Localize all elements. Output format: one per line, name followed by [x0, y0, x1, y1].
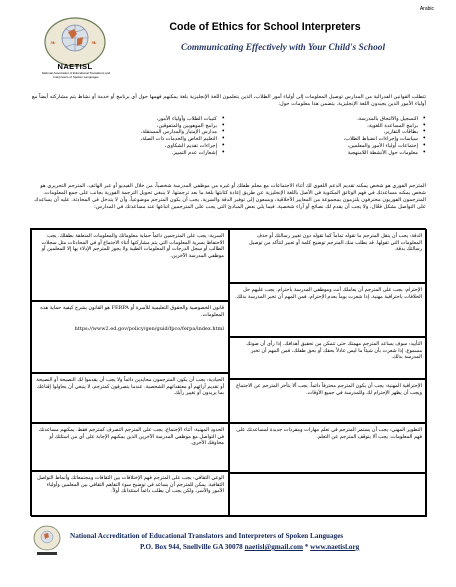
cell-boundaries: الحدود المهنية: أثناء الإجتماع، يجب على المترجم التصرف كمترجم فقط. يمكنهم مساعدتك في التواصل مع موظفي المدرسة الآخرين الذين يمكنهم الإجابة على أي من استلتك أو مخاوفك الأخرى. — [31, 423, 229, 471]
cell-professionalism: الإحترافية المهنية: يجب أن يكون المترجم محترفاً دائماً. يجب ألا يتأخر المترجم عن الاجتماع ويجب أن يظهر الإحترام لك وللمدرسة في جميع الأوقات. — [229, 379, 427, 423]
footer-website-link[interactable]: www.naetisl.org — [310, 543, 360, 551]
topic-item: كتيبات الطلاب وأولياء الأمور، • — [34, 116, 225, 123]
footer-separator: * — [304, 543, 309, 551]
interpreter-description: المترجم الفوري هو شخص يمكنه تقديم الدعم اللغوي لك أثناء الاجتماعات مع معلم طفلك أو غيره من موظفي المدرسة شخصياً، من خلال الفيديو أو عبر الهاتف. المترجم التحريري هو شخص يمكنه مساعدتك في فهم الوثائق المكتوبة في الأصل باللغة الإنجليزية عن طريق إعادة كتابتها بلغة ما بعد ترجمتها. لا ينبغي تحويل الترجمة الفورية بجانب على جمع المعلومات. المترجمون الفوريون محترفون يلتزمون بمجموعة من المعايير الأخلاقية، ويسعون إلى توفير الدقة والسرية. يجب أن يكون المترجم موضوعياً، وأن لا يتدخل في المحادثة. عليه أن يساعدك على التواصل بشكل فعّال، ولا يجب أن يقدم لك نصائح أو آراء شخصية. فيما يلي بعض المبادئ التي يجب على المترجمين اتباعها عند مساعدتك في المدارس: — [34, 183, 426, 210]
language-tag: Arabic — [419, 6, 434, 12]
footer-logo-icon — [32, 522, 62, 562]
topic-item: التعليم الخاص والخدمات ذات الصلة، • — [34, 136, 225, 143]
topic-item: سياسات وإجراءات انضباط الطلاب، • — [235, 136, 426, 143]
cell-cultural: الوعي الثقافي: يجب على المترجم فهم الإختلافات بين الثقافات ومجتمعاتك وأنماط التواصل الثقافية. يمكن للمترجم أن يساعد في توضيح سوء التفاهم الثقافي بين المعلمين وأولياء الأمور والأسر، ولكن يجب أن يطلب دائماً استئذانك أولاً. — [31, 471, 229, 517]
principles-table — [30, 228, 426, 516]
cell-accuracy: الدقة: يجب أن ينقل المترجم ما تقوله تماماً كما تقوله دون تغيير رسالتك أو حذف المعلومات التي تقولها. قد يطلب منك المترجم توضيح كلمة أو تعبير لتتأكد من توصيل رسالتك بدقة. — [229, 229, 427, 283]
logo-wordmark: NAETISL — [57, 62, 93, 71]
page-title: Code of Ethics for School Interpreters — [169, 21, 361, 33]
ferpa-link[interactable]: https://www2.ed.gov/policy/gen/guid/fpco/ferpa/index.html — [74, 326, 224, 333]
ferpa-text: قانون الخصوصية والحقوق التعليمية للأسرة أو FERPA هو القانون يشرح كيفية حماية هذه المعلومات. — [40, 305, 224, 318]
topic-item: إشعارات عدم التمييز. • — [34, 150, 225, 157]
cell-development: التطوير المهني: يجب أن يستمر المترجم في تعلم مهارات ومفردات جديدة لمساعدتك على فهم المعلومات. يجب ألا يتوقف المترجم عن التعلم. — [229, 423, 427, 473]
svg-text:❧: ❧ — [91, 39, 97, 47]
footer-email-link[interactable]: naetisl@gmail.com — [244, 543, 303, 551]
naetisl-logo-icon — [42, 14, 108, 92]
cell-advocacy: التأييد: سوف يساعد المترجم مهمتك حتى تتمكن من تحقيق أهدافك. إذا رأى أن صوتك مسموع. إذا شعرت بأن شيئاً ما ليس عادلاً بحقك أو بحق طفلك، فمن المهم أن تخبر المدرسة بذلك. — [229, 337, 427, 379]
topics-list — [34, 116, 426, 156]
footer-address: P.O. Box 944, Snellville GA 30078 — [140, 543, 243, 551]
topic-item: معلومات حول الأنشطة اللامنهجية • — [235, 150, 426, 157]
cell-empty — [229, 473, 427, 517]
topic-item: مدارس الإمتياز والمدارس المستقلة، • — [34, 129, 225, 136]
topic-item: بطاقات التقارير، • — [235, 129, 426, 136]
topic-item: برامج الموهوبين والمتفوقين، • — [34, 123, 225, 130]
cell-confidentiality: السرية: يجب على المترجمين دائماً حماية معلوماتك والمعلومات المتعلقة بطفلك. يجب الاحتفاظ بسرية المعلومات التي يتم مشاركتها أثناء الاجتماع أو في المحادثات مثل سجلات الطالب أو سجل الدرجات أو المعلومات الطبية ولا يجوز للمترجم الإدلاء بها إلا للمعلمين أو موظفي المدرسة الآخرين. — [31, 229, 229, 301]
cell-impartiality: الحيادية: يجب أن يكون المترجمون محايدين دائماً ولا يجب أن يقدموا لك النصيحة أو النصيحة أو تقديم آرائهم أو معتقداتهم الشخصية. عندما يتصرفون كمترجم، لا ينبغي أن يحاولوا إقناعك بما يريدون أو تغيير رأيك. — [31, 373, 229, 423]
footer-org-name: National Accreditation of Educational Translators and Interpreters of Spoken Languages — [70, 532, 344, 540]
cell-ferpa — [31, 301, 229, 373]
topic-item: برامج المساعدة اللغوية، • — [235, 123, 426, 130]
cell-respect: الإحترام: يجب على المترجم أن يعاملك أنت وموظفي المدرسة باحترام. يجب عليهم حل الخلافات باحترافية مهنية. إذا شعرت يوماً بعدم الإحترام، فمن المهم أن تخبر المدرسة بذلك. — [229, 283, 427, 337]
topic-item: التسجيل والالتحاق بالمدرسة، • — [235, 116, 426, 123]
footer-contact — [140, 543, 440, 551]
topics-column-left — [34, 116, 225, 156]
svg-text:❧: ❧ — [50, 39, 56, 47]
page-subtitle: Communicating Effectively with Your Child's School — [180, 43, 386, 53]
topic-item: إجراءات تقديم الشكاوى، • — [34, 143, 225, 150]
logo-subtitle: National Association of Educational Translators and Interpreters of Spoken Languages — [41, 71, 111, 79]
topics-column-right — [235, 116, 426, 156]
topic-item: إجتماعات أولياء الأمور والمعلمين، • — [235, 143, 426, 150]
intro-text: تتطلب القوانين الفدرالية من المدارس توصيل المعلومات إلى أولياء أمور الطلاب، الذين يتعلمون اللغة الإنجليزية بلغة يمكنهم فهمها حول أي برنامج أو خدمة أو نشاط يتم مشاركته أيضاً مع أولياء الأمور الذين يجيدون اللغة الإنجليزية. يتضمن هذا معلومات حول: — [31, 94, 426, 107]
